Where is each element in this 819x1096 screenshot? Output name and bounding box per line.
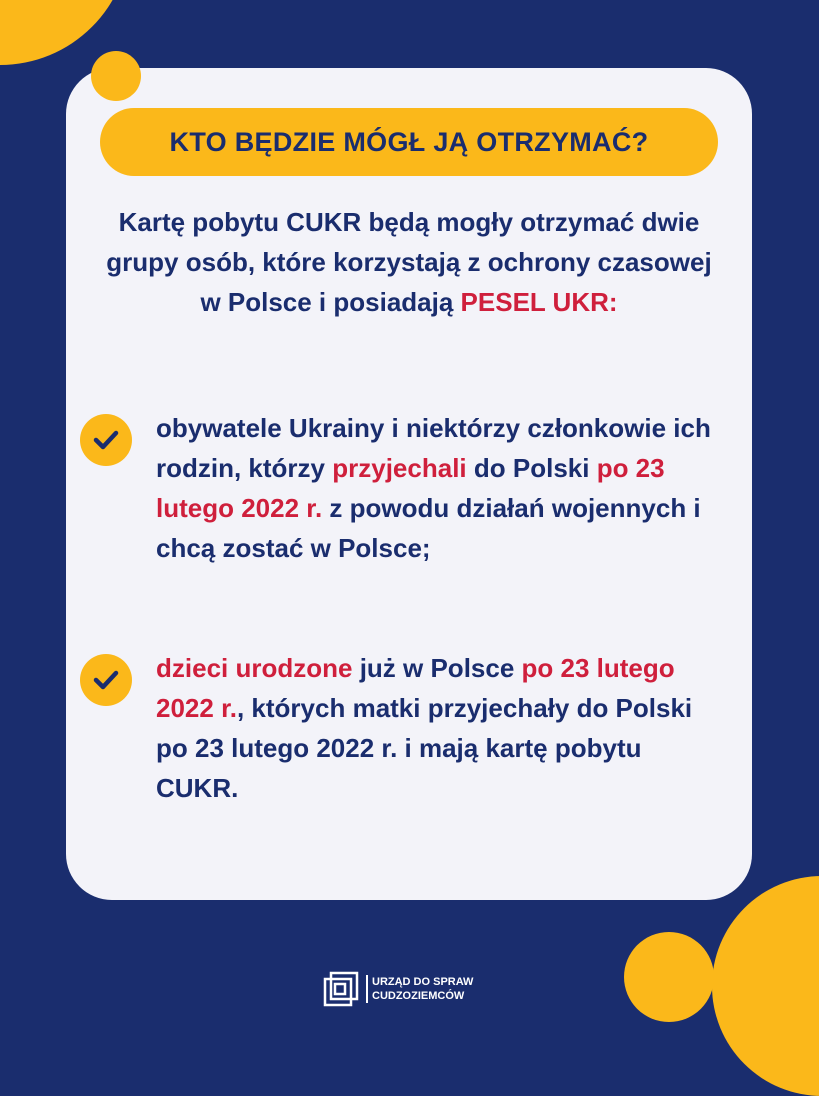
title-pill [100, 108, 718, 176]
item-text-part: z powodu działań wojennych i chcą zostać w Polsce; [156, 493, 701, 563]
decor-circle-small-bottom [624, 932, 714, 1022]
decor-circle-bottom-right [712, 876, 819, 1096]
intro-highlight: PESEL UKR: [460, 287, 618, 317]
decor-circle-small-top [91, 51, 141, 101]
footer-line2: CUDZOZIEMCÓW [372, 990, 465, 1002]
intro-text [106, 202, 712, 322]
item-text-part: już w Polsce [352, 653, 522, 683]
item-text-part: do Polski [466, 453, 597, 483]
item-text-highlight: przyjechali [332, 453, 467, 483]
item-text-part: , których matki przyjechały do Polski po 23 lutego 2022 r. i mają kartę pobytu CUKR. [156, 693, 693, 803]
footer-brand [322, 970, 473, 1008]
info-card [66, 68, 752, 900]
item-text-highlight: po 23 lutego 2022 r. [156, 653, 675, 723]
footer-line1: URZĄD DO SPRAW [372, 976, 474, 988]
list-item-text [156, 408, 726, 568]
check-icon [80, 414, 132, 466]
office-logo-icon [322, 970, 360, 1008]
item-text-highlight: po 23 lutego 2022 r. [156, 453, 665, 523]
footer-label [366, 975, 473, 1003]
check-icon [80, 654, 132, 706]
intro-main: Kartę pobytu CUKR będą mogły otrzymać dwie grupy osób, które korzystają z ochrony czasowej w Polsce i posiadają [106, 207, 712, 317]
item-text-highlight: dzieci urodzone [156, 653, 353, 683]
list-item-text [156, 648, 726, 808]
page-title: KTO BĘDZIE MÓGŁ JĄ OTRZYMAĆ? [169, 126, 649, 157]
item-text-part: obywatele Ukrainy i niektórzy członkowie ich rodzin, którzy [156, 413, 711, 483]
